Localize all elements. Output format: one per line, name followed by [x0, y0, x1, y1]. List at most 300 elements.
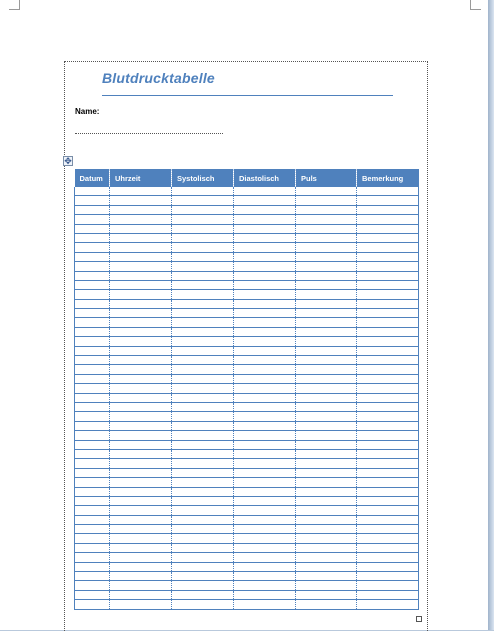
table-cell[interactable] — [357, 374, 419, 383]
table-cell[interactable] — [172, 356, 234, 365]
table-cell[interactable] — [75, 496, 110, 505]
table-row — [75, 581, 419, 590]
table-cell[interactable] — [75, 374, 110, 383]
table-cell[interactable] — [234, 262, 296, 271]
table-cell[interactable] — [234, 384, 296, 393]
table-row — [75, 290, 419, 299]
table-row — [75, 562, 419, 571]
table-cell[interactable] — [357, 431, 419, 440]
table-cell[interactable] — [234, 600, 296, 609]
table-cell[interactable] — [110, 290, 172, 299]
table-cell[interactable] — [172, 478, 234, 487]
table-cell[interactable] — [296, 525, 357, 534]
table-resize-icon[interactable] — [416, 616, 422, 622]
table-cell[interactable] — [110, 431, 172, 440]
table-cell[interactable] — [110, 252, 172, 261]
table-cell[interactable] — [296, 534, 357, 543]
table-cell[interactable] — [357, 290, 419, 299]
table-cell[interactable] — [172, 393, 234, 402]
table-cell[interactable] — [110, 346, 172, 355]
table-cell[interactable] — [75, 478, 110, 487]
table-cell[interactable] — [172, 534, 234, 543]
table-cell[interactable] — [296, 205, 357, 214]
table-cell[interactable] — [296, 600, 357, 609]
table-cell[interactable] — [172, 205, 234, 214]
table-row — [75, 590, 419, 599]
table-cell[interactable] — [296, 562, 357, 571]
table-cell[interactable] — [110, 496, 172, 505]
table-cell[interactable] — [172, 468, 234, 477]
table-row — [75, 478, 419, 487]
table-cell[interactable] — [234, 543, 296, 552]
table-cell[interactable] — [75, 280, 110, 289]
table-cell[interactable] — [234, 468, 296, 477]
table-cell[interactable] — [234, 515, 296, 524]
table-cell[interactable] — [172, 196, 234, 205]
table-cell[interactable] — [75, 487, 110, 496]
table-cell[interactable] — [172, 187, 234, 196]
table-cell[interactable] — [234, 299, 296, 308]
table-cell[interactable] — [234, 487, 296, 496]
table-cell[interactable] — [234, 365, 296, 374]
table-cell[interactable] — [296, 506, 357, 515]
table-cell[interactable] — [172, 412, 234, 421]
table-cell[interactable] — [172, 402, 234, 411]
table-cell[interactable] — [234, 215, 296, 224]
table-cell[interactable] — [296, 421, 357, 430]
table-cell[interactable] — [110, 233, 172, 242]
header-datum[interactable]: Datum — [75, 169, 110, 187]
table-cell[interactable] — [357, 337, 419, 346]
table-cell[interactable] — [75, 346, 110, 355]
table-cell[interactable] — [234, 581, 296, 590]
table-cell[interactable] — [296, 271, 357, 280]
table-cell[interactable] — [172, 562, 234, 571]
table-cell[interactable] — [357, 262, 419, 271]
table-cell[interactable] — [172, 496, 234, 505]
table-cell[interactable] — [296, 215, 357, 224]
table-cell[interactable] — [75, 506, 110, 515]
table-cell[interactable] — [172, 384, 234, 393]
table-cell[interactable] — [110, 421, 172, 430]
table-cell[interactable] — [296, 496, 357, 505]
table-cell[interactable] — [172, 506, 234, 515]
table-cell[interactable] — [234, 478, 296, 487]
table-cell[interactable] — [172, 449, 234, 458]
table-row — [75, 252, 419, 261]
table-cell[interactable] — [110, 515, 172, 524]
table-cell[interactable] — [110, 318, 172, 327]
table-cell[interactable] — [234, 309, 296, 318]
table-cell[interactable] — [357, 215, 419, 224]
table-cell[interactable] — [234, 590, 296, 599]
table-cell[interactable] — [296, 459, 357, 468]
table-cell[interactable] — [110, 506, 172, 515]
table-cell[interactable] — [234, 459, 296, 468]
table-cell[interactable] — [172, 215, 234, 224]
table-cell[interactable] — [234, 187, 296, 196]
table-cell[interactable] — [234, 280, 296, 289]
table-cell[interactable] — [234, 440, 296, 449]
table-cell[interactable] — [296, 590, 357, 599]
table-body — [75, 187, 419, 609]
table-cell[interactable] — [357, 572, 419, 581]
table-cell[interactable] — [296, 196, 357, 205]
table-cell[interactable] — [75, 543, 110, 552]
table-cell[interactable] — [110, 384, 172, 393]
table-cell[interactable] — [234, 431, 296, 440]
table-cell[interactable] — [234, 374, 296, 383]
table-cell[interactable] — [234, 553, 296, 562]
table-cell[interactable] — [234, 205, 296, 214]
table-cell[interactable] — [75, 553, 110, 562]
table-cell[interactable] — [296, 318, 357, 327]
table-cell[interactable] — [75, 252, 110, 261]
table-cell[interactable] — [357, 196, 419, 205]
table-cell[interactable] — [110, 224, 172, 233]
table-cell[interactable] — [172, 346, 234, 355]
table-cell[interactable] — [75, 309, 110, 318]
table-cell[interactable] — [75, 468, 110, 477]
table-cell[interactable] — [172, 581, 234, 590]
table-cell[interactable] — [75, 600, 110, 609]
table-cell[interactable] — [234, 290, 296, 299]
table-cell[interactable] — [296, 365, 357, 374]
table-cell[interactable] — [75, 590, 110, 599]
table-cell[interactable] — [172, 487, 234, 496]
table-cell[interactable] — [357, 271, 419, 280]
table-cell[interactable] — [75, 224, 110, 233]
table-cell[interactable] — [296, 478, 357, 487]
table-cell[interactable] — [296, 356, 357, 365]
table-cell[interactable] — [172, 421, 234, 430]
table-cell[interactable] — [75, 402, 110, 411]
table-cell[interactable] — [110, 525, 172, 534]
table-row — [75, 205, 419, 214]
table-cell[interactable] — [296, 449, 357, 458]
table-cell[interactable] — [75, 233, 110, 242]
table-cell[interactable] — [296, 309, 357, 318]
table-cell[interactable] — [75, 290, 110, 299]
header-diastolisch[interactable]: Diastolisch — [234, 169, 296, 187]
table-cell[interactable] — [110, 534, 172, 543]
table-cell[interactable] — [172, 290, 234, 299]
table-cell[interactable] — [296, 337, 357, 346]
table-cell[interactable] — [75, 327, 110, 336]
table-cell[interactable] — [234, 393, 296, 402]
table-cell[interactable] — [172, 590, 234, 599]
table-cell[interactable] — [357, 356, 419, 365]
table-cell[interactable] — [110, 600, 172, 609]
table-cell[interactable] — [296, 412, 357, 421]
table-cell[interactable] — [172, 224, 234, 233]
table-move-icon[interactable]: ✥ — [64, 156, 72, 166]
table-cell[interactable] — [75, 534, 110, 543]
table-cell[interactable] — [75, 243, 110, 252]
table-cell[interactable] — [172, 271, 234, 280]
table-cell[interactable] — [75, 365, 110, 374]
table-cell[interactable] — [234, 233, 296, 242]
table-cell[interactable] — [296, 299, 357, 308]
table-cell[interactable] — [75, 525, 110, 534]
table-cell[interactable] — [357, 478, 419, 487]
table-cell[interactable] — [172, 572, 234, 581]
table-cell[interactable] — [234, 318, 296, 327]
table-cell[interactable] — [234, 346, 296, 355]
table-cell[interactable] — [296, 515, 357, 524]
table-cell[interactable] — [357, 299, 419, 308]
table-cell[interactable] — [110, 337, 172, 346]
table-cell[interactable] — [110, 205, 172, 214]
table-cell[interactable] — [296, 402, 357, 411]
table-cell[interactable] — [296, 233, 357, 242]
table-cell[interactable] — [110, 365, 172, 374]
table-row — [75, 487, 419, 496]
table-cell[interactable] — [110, 581, 172, 590]
table-cell[interactable] — [110, 449, 172, 458]
table-cell[interactable] — [172, 543, 234, 552]
table-cell[interactable] — [357, 233, 419, 242]
table-cell[interactable] — [296, 224, 357, 233]
table-cell[interactable] — [110, 543, 172, 552]
table-row — [75, 365, 419, 374]
table-cell[interactable] — [110, 562, 172, 571]
table-cell[interactable] — [357, 365, 419, 374]
table-cell[interactable] — [234, 572, 296, 581]
table-cell[interactable] — [75, 356, 110, 365]
table-cell[interactable] — [172, 431, 234, 440]
table-cell[interactable] — [296, 581, 357, 590]
table-cell[interactable] — [110, 271, 172, 280]
document-title[interactable]: Blutdrucktabelle — [102, 70, 215, 86]
table-cell[interactable] — [296, 243, 357, 252]
table-cell[interactable] — [172, 525, 234, 534]
blood-pressure-table[interactable] — [74, 169, 419, 610]
table-cell[interactable] — [75, 421, 110, 430]
table-cell[interactable] — [75, 318, 110, 327]
table-row — [75, 572, 419, 581]
name-fill-line[interactable] — [75, 133, 223, 134]
table-cell[interactable] — [172, 280, 234, 289]
table-cell[interactable] — [296, 440, 357, 449]
table-cell[interactable] — [75, 515, 110, 524]
table-cell[interactable] — [234, 356, 296, 365]
table-cell[interactable] — [110, 478, 172, 487]
table-cell[interactable] — [110, 468, 172, 477]
table-cell[interactable] — [110, 262, 172, 271]
table-cell[interactable] — [110, 215, 172, 224]
table-cell[interactable] — [357, 346, 419, 355]
table-cell[interactable] — [357, 384, 419, 393]
table-cell[interactable] — [296, 553, 357, 562]
table-cell[interactable] — [357, 459, 419, 468]
table-cell[interactable] — [172, 374, 234, 383]
table-cell[interactable] — [296, 346, 357, 355]
table-cell[interactable] — [75, 337, 110, 346]
table-cell[interactable] — [357, 402, 419, 411]
table-cell[interactable] — [357, 412, 419, 421]
table-cell[interactable] — [110, 356, 172, 365]
table-cell[interactable] — [172, 318, 234, 327]
table-cell[interactable] — [75, 384, 110, 393]
table-cell[interactable] — [110, 590, 172, 599]
table-cell[interactable] — [75, 562, 110, 571]
table-cell[interactable] — [296, 280, 357, 289]
table-row — [75, 440, 419, 449]
table-cell[interactable] — [172, 252, 234, 261]
table-cell[interactable] — [110, 374, 172, 383]
table-cell[interactable] — [75, 393, 110, 402]
table-cell[interactable] — [357, 515, 419, 524]
table-cell[interactable] — [75, 572, 110, 581]
table-cell[interactable] — [296, 384, 357, 393]
header-uhrzeit[interactable]: Uhrzeit — [110, 169, 172, 187]
table-cell[interactable] — [357, 280, 419, 289]
table-cell[interactable] — [357, 421, 419, 430]
table-cell[interactable] — [357, 487, 419, 496]
table-cell[interactable] — [75, 187, 110, 196]
table-cell[interactable] — [357, 581, 419, 590]
table-cell[interactable] — [296, 187, 357, 196]
table-cell[interactable] — [75, 431, 110, 440]
table-cell[interactable] — [296, 290, 357, 299]
table-cell[interactable] — [110, 412, 172, 421]
table-cell[interactable] — [296, 262, 357, 271]
table-cell[interactable] — [296, 543, 357, 552]
table-cell[interactable] — [296, 327, 357, 336]
table-cell[interactable] — [110, 196, 172, 205]
table-cell[interactable] — [75, 196, 110, 205]
table-cell[interactable] — [357, 252, 419, 261]
table-cell[interactable] — [296, 572, 357, 581]
table-row — [75, 468, 419, 477]
table-cell[interactable] — [234, 496, 296, 505]
table-cell[interactable] — [357, 468, 419, 477]
table-cell[interactable] — [357, 590, 419, 599]
table-row — [75, 515, 419, 524]
table-cell[interactable] — [296, 468, 357, 477]
table-cell[interactable] — [296, 252, 357, 261]
table-cell[interactable] — [110, 309, 172, 318]
header-systolisch[interactable]: Systolisch — [172, 169, 234, 187]
table-row — [75, 233, 419, 242]
table-cell[interactable] — [75, 449, 110, 458]
table-cell[interactable] — [75, 215, 110, 224]
table-cell[interactable] — [110, 243, 172, 252]
table-cell[interactable] — [75, 205, 110, 214]
table-cell[interactable] — [172, 553, 234, 562]
table-cell[interactable] — [172, 299, 234, 308]
table-cell[interactable] — [234, 252, 296, 261]
table-cell[interactable] — [75, 299, 110, 308]
table-row — [75, 299, 419, 308]
table-cell[interactable] — [75, 271, 110, 280]
table-cell[interactable] — [172, 309, 234, 318]
table-cell[interactable] — [234, 196, 296, 205]
table-row — [75, 337, 419, 346]
table-cell[interactable] — [357, 543, 419, 552]
table-cell[interactable] — [357, 224, 419, 233]
table-cell[interactable] — [357, 449, 419, 458]
table-cell[interactable] — [110, 393, 172, 402]
table-cell[interactable] — [357, 318, 419, 327]
table-cell[interactable] — [234, 243, 296, 252]
table-cell[interactable] — [110, 187, 172, 196]
table-cell[interactable] — [110, 572, 172, 581]
table-cell[interactable] — [110, 280, 172, 289]
table-cell[interactable] — [234, 224, 296, 233]
table-cell[interactable] — [296, 487, 357, 496]
table-cell[interactable] — [110, 459, 172, 468]
table-cell[interactable] — [172, 262, 234, 271]
table-cell[interactable] — [172, 233, 234, 242]
table-cell[interactable] — [234, 271, 296, 280]
table-cell[interactable] — [75, 412, 110, 421]
table-cell[interactable] — [172, 365, 234, 374]
table-cell[interactable] — [75, 459, 110, 468]
table-cell[interactable] — [75, 440, 110, 449]
table-cell[interactable] — [357, 440, 419, 449]
table-cell[interactable] — [357, 506, 419, 515]
table-cell[interactable] — [357, 393, 419, 402]
table-cell[interactable] — [172, 459, 234, 468]
table-cell[interactable] — [357, 327, 419, 336]
header-bemerkung[interactable]: Bemerkung — [357, 169, 419, 187]
table-cell[interactable] — [357, 534, 419, 543]
table-cell[interactable] — [110, 402, 172, 411]
table-cell[interactable] — [75, 262, 110, 271]
table-cell[interactable] — [110, 487, 172, 496]
table-cell[interactable] — [75, 581, 110, 590]
table-cell[interactable] — [172, 515, 234, 524]
table-cell[interactable] — [234, 327, 296, 336]
table-cell[interactable] — [110, 299, 172, 308]
table-cell[interactable] — [357, 243, 419, 252]
table-cell[interactable] — [234, 449, 296, 458]
table-cell[interactable] — [110, 327, 172, 336]
table-cell[interactable] — [357, 205, 419, 214]
table-cell[interactable] — [110, 440, 172, 449]
table-cell[interactable] — [357, 553, 419, 562]
table-cell[interactable] — [234, 506, 296, 515]
table-cell[interactable] — [234, 412, 296, 421]
table-cell[interactable] — [357, 600, 419, 609]
table-cell[interactable] — [172, 600, 234, 609]
table-cell[interactable] — [296, 431, 357, 440]
table-cell[interactable] — [172, 243, 234, 252]
table-cell[interactable] — [234, 534, 296, 543]
table-cell[interactable] — [234, 525, 296, 534]
table-cell[interactable] — [172, 327, 234, 336]
table-cell[interactable] — [234, 402, 296, 411]
name-label[interactable]: Name: — [75, 107, 100, 116]
table-cell[interactable] — [357, 562, 419, 571]
header-puls[interactable]: Puls — [296, 169, 357, 187]
table-cell[interactable] — [357, 309, 419, 318]
table-cell[interactable] — [234, 421, 296, 430]
table-cell[interactable] — [357, 525, 419, 534]
table-cell[interactable] — [172, 440, 234, 449]
table-cell[interactable] — [357, 496, 419, 505]
table-cell[interactable] — [357, 187, 419, 196]
table-cell[interactable] — [172, 337, 234, 346]
table-cell[interactable] — [110, 553, 172, 562]
table-cell[interactable] — [296, 374, 357, 383]
table-cell[interactable] — [234, 562, 296, 571]
table-row — [75, 262, 419, 271]
table-cell[interactable] — [234, 337, 296, 346]
table-cell[interactable] — [296, 393, 357, 402]
